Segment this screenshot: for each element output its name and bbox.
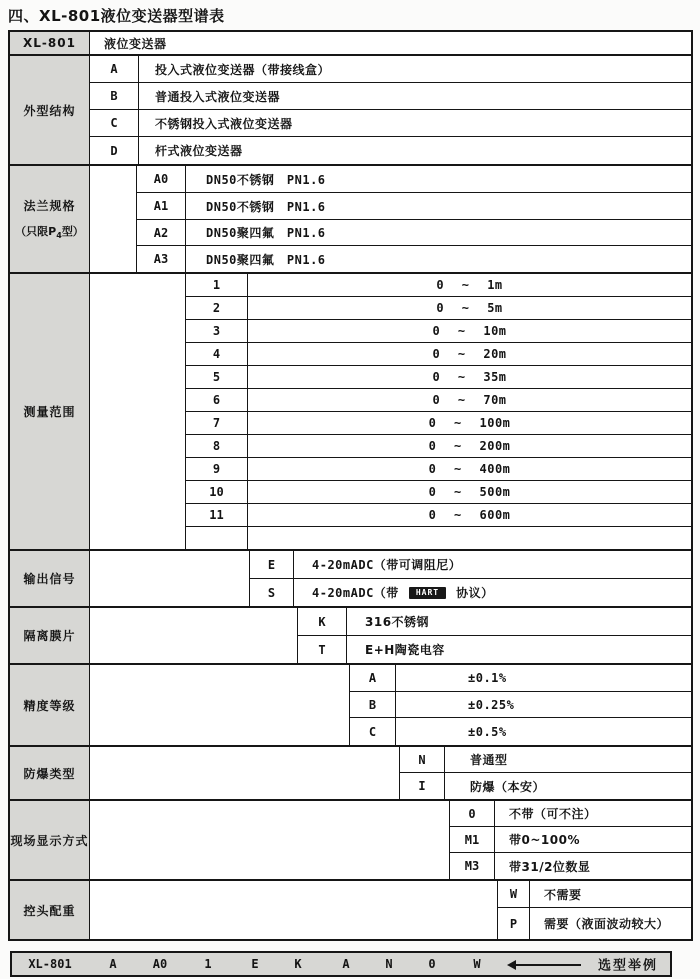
empty-span-cell <box>90 608 298 663</box>
table-row <box>186 458 691 481</box>
table-row <box>186 297 691 320</box>
code-cell: 2 <box>186 297 248 319</box>
category-line2-post: 型） <box>61 225 84 239</box>
example-code: A0 <box>152 957 168 971</box>
code-cell: M1 <box>450 827 495 852</box>
empty-span-cell <box>90 551 250 606</box>
table-row <box>298 636 691 663</box>
section-counterweight <box>10 881 691 939</box>
code-cell: A0 <box>137 166 186 192</box>
category-label: 现场显示方式 <box>10 801 90 879</box>
code-cell: A3 <box>137 246 186 272</box>
code-cell: 5 <box>186 366 248 388</box>
example-code: N <box>385 957 393 971</box>
code-cell: E <box>250 551 294 578</box>
table-row <box>137 220 691 246</box>
section-output <box>10 551 691 608</box>
section-range <box>10 274 691 551</box>
table-row <box>450 827 691 853</box>
range-row-empty <box>186 527 691 549</box>
section-display <box>10 801 691 881</box>
code-cell: P <box>498 908 530 939</box>
table-row <box>450 801 691 827</box>
desc-cell: DN50聚四氟 PN1.6 <box>206 252 326 267</box>
table-row <box>186 481 691 504</box>
example-code: A <box>109 957 117 971</box>
page-title: 四、XL-801液位变送器型谱表 <box>8 7 225 25</box>
desc-cell: ±0.1% <box>468 671 507 685</box>
table-row <box>186 274 691 297</box>
desc-cell: E+H陶瓷电容 <box>365 643 445 657</box>
desc-cell: DN50不锈钢 PN1.6 <box>206 199 326 214</box>
code-cell: 6 <box>186 389 248 411</box>
code-cell: A2 <box>137 220 186 245</box>
desc-cell: 普通投入式液位变送器 <box>155 89 281 104</box>
section-explosion <box>10 747 691 801</box>
code-cell: S <box>250 579 294 606</box>
code-cell: C <box>350 718 396 745</box>
code-cell: A1 <box>137 193 186 219</box>
table-row <box>186 366 691 389</box>
table-row <box>498 881 691 908</box>
table-row <box>350 718 691 745</box>
code-cell: 10 <box>186 481 248 503</box>
desc-cell-empty <box>248 527 691 549</box>
table-row <box>90 56 691 83</box>
category-label: 防爆类型 <box>10 747 90 799</box>
table-row <box>90 32 691 54</box>
code-cell: C <box>90 110 139 136</box>
section-header <box>10 32 691 56</box>
example-code: 1 <box>204 957 212 971</box>
table-row <box>400 747 691 773</box>
table-row <box>186 412 691 435</box>
example-code: K <box>294 957 302 971</box>
code-cell: B <box>90 83 139 109</box>
desc-cell: 0 ~ 5m <box>436 301 503 315</box>
table-row <box>90 110 691 137</box>
left-arrow-icon <box>509 964 581 966</box>
code-cell: K <box>298 608 347 635</box>
table-row <box>186 435 691 458</box>
desc-cell: 普通型 <box>470 753 508 767</box>
category-label: 精度等级 <box>10 665 90 745</box>
code-cell: W <box>498 881 530 907</box>
section-diaphragm <box>10 608 691 665</box>
desc-cell: 带0~100% <box>509 833 580 847</box>
category-label: 外型结构 <box>10 56 90 164</box>
desc-cell: 投入式液位变送器（带接线盒） <box>155 62 331 77</box>
code-cell: 0 <box>450 801 495 826</box>
table-row <box>186 389 691 412</box>
code-cell-empty <box>186 527 248 549</box>
desc-cell: 带31/2位数显 <box>509 859 591 874</box>
example-code: E <box>251 957 259 971</box>
category-label <box>10 166 90 272</box>
desc-pre: 4-20mADC（带 <box>312 586 399 600</box>
desc-cell: 0 ~ 35m <box>432 370 507 384</box>
desc-cell: 0 ~ 70m <box>432 393 507 407</box>
desc-cell: 0 ~ 100m <box>428 416 511 430</box>
category-line2-sub: 4 <box>56 231 62 241</box>
code-cell: 1 <box>186 274 248 296</box>
code-cell: I <box>400 773 445 799</box>
table-row <box>450 853 691 879</box>
table-row <box>137 246 691 272</box>
table-row <box>250 579 691 606</box>
desc-cell: 0 ~ 600m <box>428 508 511 522</box>
category-line1: 法兰规格 <box>23 199 76 214</box>
code-cell: D <box>90 137 139 164</box>
code-cell: 3 <box>186 320 248 342</box>
table-row <box>90 83 691 110</box>
model-name-cell: 液位变送器 <box>104 36 167 51</box>
table-row <box>350 665 691 692</box>
code-cell: T <box>298 636 347 663</box>
category-label: 控头配重 <box>10 881 90 939</box>
desc-cell: 0 ~ 200m <box>428 439 511 453</box>
desc-cell: 0 ~ 400m <box>428 462 511 476</box>
example-code: W <box>473 957 481 971</box>
code-cell: 7 <box>186 412 248 434</box>
section-accuracy <box>10 665 691 747</box>
desc-post: 协议） <box>456 586 494 600</box>
selection-example-strip <box>10 951 672 977</box>
code-cell: 4 <box>186 343 248 365</box>
category-label: 输出信号 <box>10 551 90 606</box>
desc-cell: DN50不锈钢 PN1.6 <box>206 172 326 187</box>
table-row <box>350 692 691 718</box>
desc-cell: 不锈钢投入式液位变送器 <box>155 116 293 131</box>
desc-cell: 0 ~ 500m <box>428 485 511 499</box>
desc-cell: 需要（液面波动较大） <box>544 917 670 931</box>
category-label: 隔离膜片 <box>10 608 90 663</box>
desc-cell: 0 ~ 1m <box>436 278 503 292</box>
model-cell: XL-801 <box>10 32 90 54</box>
code-cell: A <box>90 56 139 82</box>
example-model: XL-801 <box>28 957 72 971</box>
code-cell: N <box>400 747 445 772</box>
category-line2 <box>15 223 84 240</box>
desc-cell: 0 ~ 20m <box>432 347 507 361</box>
category-line2-pre: （只限P <box>15 225 57 239</box>
desc-cell: DN50聚四氟 PN1.6 <box>206 226 326 240</box>
desc-cell <box>294 579 691 606</box>
desc-cell: ±0.5% <box>468 724 507 739</box>
desc-cell: 防爆（本安） <box>470 779 546 794</box>
table-row <box>137 166 691 193</box>
example-code: A <box>342 957 350 971</box>
section-flange <box>10 166 691 274</box>
desc-cell: 不带（可不注） <box>509 807 597 821</box>
example-code: 0 <box>428 957 436 971</box>
empty-span-cell <box>90 747 400 799</box>
table-row <box>137 193 691 220</box>
hart-logo-badge: HART <box>409 587 446 599</box>
table-row <box>498 908 691 939</box>
category-label: 测量范围 <box>10 274 90 549</box>
empty-span-cell <box>90 801 450 879</box>
empty-span-cell <box>90 274 186 549</box>
table-row <box>90 137 691 164</box>
desc-cell: 杆式液位变送器 <box>155 144 243 158</box>
empty-span-cell <box>90 166 137 272</box>
code-cell: B <box>350 692 396 717</box>
selection-example-label: 选型举例 <box>597 958 658 974</box>
code-cell: 8 <box>186 435 248 457</box>
empty-span-cell <box>90 881 498 939</box>
model-spec-table <box>8 30 693 941</box>
empty-span-cell <box>90 665 350 745</box>
table-row <box>298 608 691 636</box>
table-row <box>186 343 691 366</box>
table-row <box>186 320 691 343</box>
desc-cell: 316不锈钢 <box>365 615 430 629</box>
code-cell: A <box>350 665 396 691</box>
code-cell: 11 <box>186 504 248 526</box>
desc-cell: 不需要 <box>544 887 582 902</box>
desc-cell: 0 ~ 10m <box>432 324 507 338</box>
table-row <box>186 504 691 527</box>
table-row <box>400 773 691 799</box>
desc-cell: ±0.25% <box>468 697 515 712</box>
desc-cell: 4-20mADC（带可调阻尼） <box>312 558 462 572</box>
code-cell: 9 <box>186 458 248 480</box>
code-cell: M3 <box>450 853 495 879</box>
section-structure <box>10 56 691 166</box>
table-row <box>250 551 691 579</box>
